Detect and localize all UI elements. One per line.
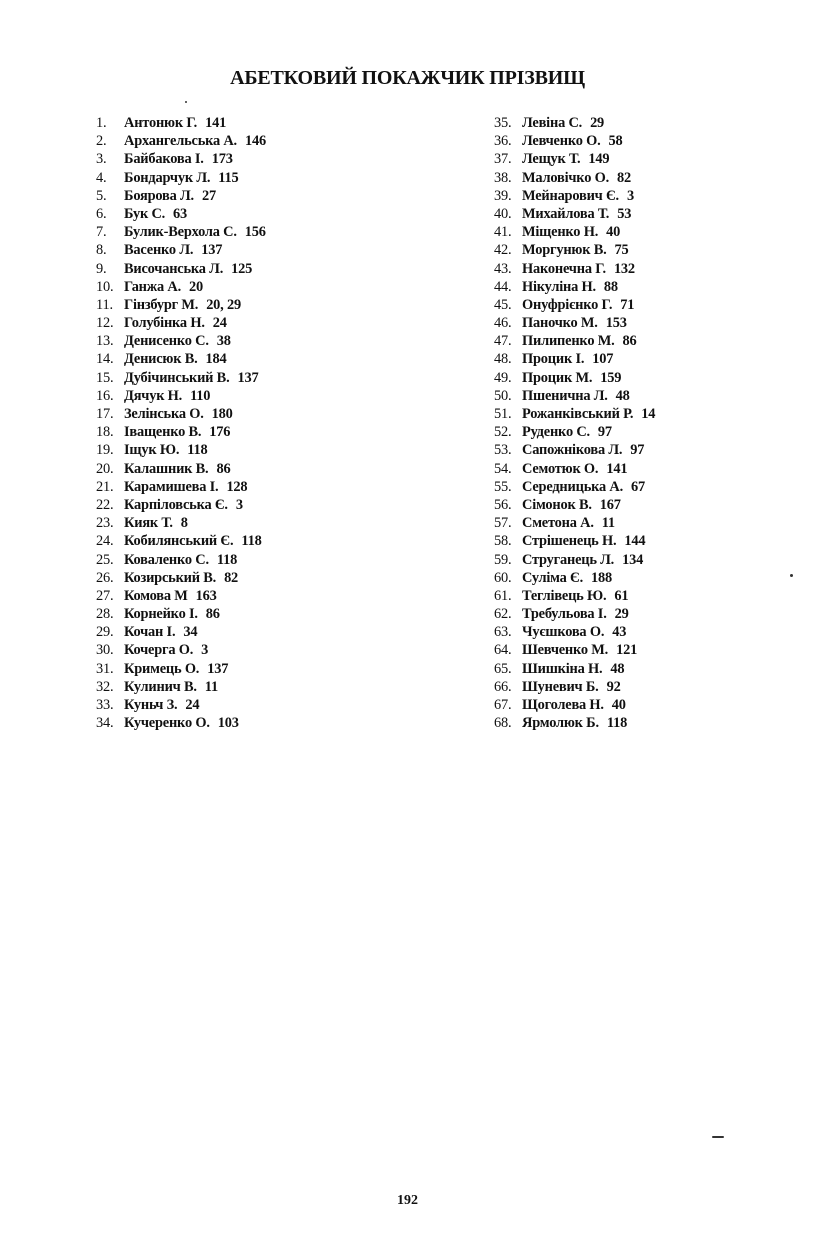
entry-number: 24. <box>96 533 114 550</box>
index-entry <box>96 187 266 205</box>
entry-pages: 103 <box>217 715 239 732</box>
entry-pages: 137 <box>237 369 259 386</box>
index-entry <box>494 205 655 223</box>
entry-pages: 8 <box>180 515 188 532</box>
entry-surname: Сімонок В. <box>522 496 592 513</box>
entry-pages: 82 <box>224 569 239 586</box>
index-entry <box>96 587 266 605</box>
entry-number: 67. <box>494 697 512 713</box>
entry-number: 29. <box>96 624 114 641</box>
entry-pages: 107 <box>592 351 614 368</box>
entry-number: 3. <box>96 151 107 168</box>
entry-pages: 11 <box>204 678 218 695</box>
entry-surname: Паночко М. <box>522 315 598 332</box>
entry-number: 1. <box>96 115 107 131</box>
scan-speck <box>790 574 793 577</box>
entry-surname: Височанська Л. <box>124 260 224 277</box>
entry-number: 51. <box>494 406 512 422</box>
entry-surname: Шишкіна Н. <box>522 660 603 677</box>
index-entry <box>494 532 655 550</box>
entry-pages: 67 <box>630 478 645 495</box>
entry-pages: 63 <box>173 205 188 222</box>
entry-number: 2. <box>96 133 107 150</box>
index-entry <box>96 296 266 314</box>
entry-surname: Бук С. <box>124 205 166 222</box>
index-entry <box>96 569 266 587</box>
entry-number: 59. <box>494 551 512 568</box>
index-entry <box>494 423 655 441</box>
entry-number: 17. <box>96 406 114 422</box>
entry-number: 63. <box>494 624 512 641</box>
entry-pages: 110 <box>190 387 211 404</box>
entry-number: 60. <box>494 569 512 586</box>
entry-surname: Сметона А. <box>522 515 594 532</box>
entry-pages: 92 <box>606 678 621 695</box>
entry-surname: Антонюк Г. <box>124 115 198 131</box>
entry-pages: 118 <box>216 551 238 568</box>
entry-pages: 3 <box>626 187 634 204</box>
entry-number: 4. <box>96 169 107 186</box>
entry-number: 49. <box>494 369 512 386</box>
index-entry <box>494 660 655 678</box>
index-entry <box>96 169 266 187</box>
entry-surname: Наконечна Г. <box>522 260 606 277</box>
entry-number: 34. <box>96 715 114 732</box>
entry-surname: Калашник В. <box>124 460 209 477</box>
index-entry <box>96 205 266 223</box>
index-entry <box>494 350 655 368</box>
page-title: АБЕТКОВИЙ ПОКАЖЧИК ПРІЗВИЩ <box>230 67 585 89</box>
entry-surname: Шуневич Б. <box>522 678 599 695</box>
entry-pages: 115 <box>218 169 239 186</box>
index-entry <box>494 241 655 259</box>
index-entry <box>96 332 266 350</box>
entry-number: 57. <box>494 515 512 532</box>
entry-number: 39. <box>494 187 512 204</box>
index-entry <box>96 423 266 441</box>
index-entry <box>494 569 655 587</box>
index-entry <box>494 223 655 241</box>
index-entry <box>96 405 266 423</box>
entry-pages: 40 <box>611 697 626 713</box>
entry-number: 42. <box>494 242 512 259</box>
entry-surname: Кочан І. <box>124 624 176 641</box>
entry-number: 11. <box>96 296 113 313</box>
entry-pages: 128 <box>226 478 248 495</box>
entry-surname: Кочерга О. <box>124 642 194 659</box>
entry-surname: Корнейко І. <box>124 606 198 623</box>
entry-pages: 167 <box>599 496 621 513</box>
entry-pages: 184 <box>205 351 227 368</box>
entry-number: 38. <box>494 169 512 186</box>
entry-pages: 149 <box>588 151 610 168</box>
entry-number: 13. <box>96 333 114 350</box>
entry-pages: 20 <box>189 278 203 295</box>
entry-surname: Коваленко С. <box>124 551 209 568</box>
entry-number: 32. <box>96 678 114 695</box>
entry-number: 68. <box>494 715 512 732</box>
entry-surname: Байбакова І. <box>124 151 204 168</box>
entry-number: 12. <box>96 315 114 332</box>
entry-surname: Васенко Л. <box>124 242 194 259</box>
entry-surname: Денисенко С. <box>124 333 209 350</box>
entry-surname: Сапожнікова Л. <box>522 442 623 459</box>
entry-pages: 144 <box>624 533 646 550</box>
entry-surname: Щоголева Н. <box>522 697 604 713</box>
index-entry <box>96 150 266 168</box>
entry-surname: Кобилянський Є. <box>124 533 234 550</box>
entry-number: 5. <box>96 187 107 204</box>
entry-surname: Процик І. <box>522 351 585 368</box>
entry-surname: Карпіловська Є. <box>124 496 228 513</box>
entry-surname: Гінзбург М. <box>124 296 199 313</box>
entry-surname: Шевченко М. <box>522 642 609 659</box>
entry-number: 53. <box>494 442 512 459</box>
entry-pages: 58 <box>608 133 623 150</box>
index-entry <box>494 641 655 659</box>
entry-number: 61. <box>494 587 512 604</box>
entry-pages: 118 <box>606 715 628 732</box>
entry-number: 21. <box>96 478 114 495</box>
index-entry <box>96 623 266 641</box>
index-entry <box>96 696 266 714</box>
entry-surname: Іщук Ю. <box>124 442 180 459</box>
index-entry <box>96 605 266 623</box>
entry-surname: Кучеренко О. <box>124 715 210 732</box>
entry-pages: 97 <box>597 424 612 441</box>
entry-number: 9. <box>96 260 107 277</box>
entry-number: 52. <box>494 424 512 441</box>
entry-pages: 48 <box>615 387 630 404</box>
index-entry <box>494 369 655 387</box>
entry-surname: Моргунюк В. <box>522 242 607 259</box>
entry-pages: 86 <box>216 460 231 477</box>
index-column-right <box>494 114 655 732</box>
entry-surname: Пилипенко М. <box>522 333 615 350</box>
entry-number: 26. <box>96 569 114 586</box>
entry-number: 20. <box>96 460 114 477</box>
index-entry <box>96 132 266 150</box>
index-entry <box>494 678 655 696</box>
entry-surname: Требульова І. <box>522 606 607 623</box>
entry-pages: 71 <box>620 296 635 313</box>
index-entry <box>96 314 266 332</box>
index-entry <box>96 514 266 532</box>
index-entry <box>96 387 266 405</box>
entry-surname: Ганжа А. <box>124 278 181 295</box>
entry-number: 19. <box>96 442 114 459</box>
entry-pages: 86 <box>205 606 220 623</box>
entry-pages: 88 <box>603 278 618 295</box>
entry-pages: 137 <box>201 242 223 259</box>
entry-pages: 11 <box>601 515 615 532</box>
entry-surname: Голубінка Н. <box>124 315 205 332</box>
entry-surname: Архангельська А. <box>124 133 237 150</box>
index-entry <box>494 169 655 187</box>
entry-surname: Кримець О. <box>124 660 200 677</box>
entry-pages: 137 <box>207 660 229 677</box>
entry-surname: Куньч З. <box>124 697 178 713</box>
entry-surname: Дубічинський В. <box>124 369 230 386</box>
entry-pages: 146 <box>244 133 266 150</box>
entry-surname: Міщенко Н. <box>522 224 599 241</box>
entry-pages: 27 <box>201 187 216 204</box>
entry-pages: 163 <box>195 587 217 604</box>
entry-pages: 48 <box>610 660 625 677</box>
entry-surname: Ярмолюк Б. <box>522 715 599 732</box>
entry-number: 43. <box>494 260 512 277</box>
entry-number: 58. <box>494 533 512 550</box>
entry-number: 36. <box>494 133 512 150</box>
entry-pages: 3 <box>235 496 243 513</box>
index-entry <box>494 605 655 623</box>
entry-number: 28. <box>96 606 114 623</box>
index-entry <box>494 405 655 423</box>
entry-surname: Кулинич В. <box>124 678 197 695</box>
entry-pages: 75 <box>614 242 629 259</box>
entry-number: 8. <box>96 242 107 259</box>
index-entry <box>96 114 266 132</box>
entry-surname: Струганець Л. <box>522 551 615 568</box>
entry-number: 50. <box>494 387 512 404</box>
entry-number: 31. <box>96 660 114 677</box>
entry-number: 25. <box>96 551 114 568</box>
entry-number: 64. <box>494 642 512 659</box>
index-entry <box>494 296 655 314</box>
index-entry <box>96 478 266 496</box>
entry-pages: 29 <box>614 606 629 623</box>
index-entry <box>494 187 655 205</box>
entry-pages: 43 <box>612 624 627 641</box>
entry-number: 62. <box>494 606 512 623</box>
index-entry <box>96 496 266 514</box>
index-entry <box>96 441 266 459</box>
entry-pages: 118 <box>187 442 208 459</box>
entry-number: 55. <box>494 478 512 495</box>
entry-pages: 53 <box>617 205 632 222</box>
entry-surname: Михайлова Т. <box>522 205 610 222</box>
entry-number: 23. <box>96 515 114 532</box>
index-entry <box>494 260 655 278</box>
entry-pages: 82 <box>617 169 631 186</box>
entry-surname: Нікуліна Н. <box>522 278 596 295</box>
entry-surname: Мейнарович Є. <box>522 187 619 204</box>
entry-surname: Комова М <box>124 587 188 604</box>
entry-pages: 40 <box>606 224 621 241</box>
entry-number: 47. <box>494 333 512 350</box>
entry-surname: Зелінська О. <box>124 406 204 422</box>
entry-number: 44. <box>494 278 512 295</box>
scan-speck <box>185 101 187 103</box>
entry-surname: Лещук Т. <box>522 151 581 168</box>
entry-number: 48. <box>494 351 512 368</box>
entry-number: 10. <box>96 278 114 295</box>
entry-number: 41. <box>494 224 512 241</box>
entry-pages: 24 <box>212 315 227 332</box>
index-entry <box>494 587 655 605</box>
entry-pages: 176 <box>209 424 231 441</box>
entry-pages: 156 <box>244 224 266 241</box>
entry-surname: Суліма Є. <box>522 569 583 586</box>
entry-number: 45. <box>494 296 512 313</box>
entry-surname: Іващенко В. <box>124 424 202 441</box>
entry-surname: Кияк Т. <box>124 515 173 532</box>
index-entry <box>96 714 266 732</box>
entry-surname: Рожанківський Р. <box>522 406 634 422</box>
entry-number: 18. <box>96 424 114 441</box>
entry-pages: 188 <box>591 569 612 586</box>
index-entry <box>96 260 266 278</box>
entry-surname: Стрішенець Н. <box>522 533 617 550</box>
entry-pages: 34 <box>183 624 198 641</box>
index-entry <box>494 460 655 478</box>
entry-number: 65. <box>494 660 512 677</box>
entry-number: 66. <box>494 678 512 695</box>
entry-pages: 38 <box>216 333 231 350</box>
entry-pages: 24 <box>185 697 200 713</box>
entry-surname: Руденко С. <box>522 424 590 441</box>
entry-surname: Денисюк В. <box>124 351 198 368</box>
index-entry <box>494 623 655 641</box>
entry-surname: Семотюк О. <box>522 460 599 477</box>
entry-number: 7. <box>96 224 107 241</box>
index-entry <box>494 441 655 459</box>
entry-number: 40. <box>494 205 512 222</box>
index-entry <box>494 332 655 350</box>
index-entry <box>96 460 266 478</box>
entry-number: 37. <box>494 151 512 168</box>
entry-pages: 86 <box>622 333 637 350</box>
entry-pages: 153 <box>605 315 627 332</box>
entry-pages: 3 <box>201 642 209 659</box>
index-entry <box>494 314 655 332</box>
index-entry <box>96 678 266 696</box>
entry-number: 30. <box>96 642 114 659</box>
entry-surname: Бондарчук Л. <box>124 169 211 186</box>
index-entry <box>96 551 266 569</box>
entry-surname: Чуєшкова О. <box>522 624 605 641</box>
index-entry <box>96 369 266 387</box>
entry-surname: Маловічко О. <box>522 169 609 186</box>
entry-surname: Дячук Н. <box>124 387 183 404</box>
entry-surname: Онуфрієнко Г. <box>522 296 613 313</box>
entry-surname: Левіна С. <box>522 115 583 131</box>
entry-number: 6. <box>96 205 107 222</box>
entry-pages: 132 <box>613 260 635 277</box>
entry-number: 54. <box>494 460 512 477</box>
index-entry <box>494 514 655 532</box>
scan-speck <box>712 1136 724 1138</box>
index-entry <box>96 532 266 550</box>
entry-surname: Карамишева І. <box>124 478 219 495</box>
index-entry <box>96 660 266 678</box>
entry-number: 56. <box>494 496 512 513</box>
index-entry <box>96 641 266 659</box>
page-number: 192 <box>397 1193 418 1208</box>
entry-number: 35. <box>494 115 512 131</box>
entry-surname: Пшенична Л. <box>522 387 608 404</box>
entry-pages: 118 <box>241 533 262 550</box>
index-entry <box>494 387 655 405</box>
index-column-left <box>96 114 266 732</box>
index-entry <box>494 132 655 150</box>
index-entry <box>494 150 655 168</box>
entry-surname: Теглівець Ю. <box>522 587 607 604</box>
entry-surname: Козирський В. <box>124 569 217 586</box>
entry-pages: 180 <box>211 406 233 422</box>
index-entry <box>96 278 266 296</box>
entry-surname: Левченко О. <box>522 133 601 150</box>
entry-pages: 134 <box>622 551 644 568</box>
entry-number: 16. <box>96 387 114 404</box>
entry-number: 14. <box>96 351 114 368</box>
index-entry <box>96 350 266 368</box>
entry-pages: 61 <box>614 587 629 604</box>
index-entry <box>96 241 266 259</box>
entry-pages: 29 <box>590 115 605 131</box>
index-entry <box>494 278 655 296</box>
entry-number: 15. <box>96 369 114 386</box>
index-entry <box>494 551 655 569</box>
entry-number: 46. <box>494 315 512 332</box>
index-entry <box>96 223 266 241</box>
entry-pages: 141 <box>606 460 628 477</box>
entry-pages: 173 <box>211 151 233 168</box>
index-entry <box>494 478 655 496</box>
index-entry <box>494 496 655 514</box>
index-entry <box>494 696 655 714</box>
entry-surname: Булик-Верхола С. <box>124 224 237 241</box>
entry-pages: 121 <box>616 642 638 659</box>
entry-surname: Боярова Л. <box>124 187 194 204</box>
entry-number: 27. <box>96 587 114 604</box>
entry-pages: 97 <box>630 442 645 459</box>
entry-surname: Середницька А. <box>522 478 623 495</box>
entry-pages: 141 <box>205 115 227 131</box>
entry-pages: 125 <box>231 260 253 277</box>
entry-surname: Процик М. <box>522 369 593 386</box>
index-entry <box>494 714 655 732</box>
index-entry <box>494 114 655 132</box>
entry-pages: 20, 29 <box>206 296 241 313</box>
entry-number: 22. <box>96 496 114 513</box>
entry-number: 33. <box>96 697 114 713</box>
entry-pages: 159 <box>600 369 622 386</box>
entry-pages: 14 <box>641 406 656 422</box>
